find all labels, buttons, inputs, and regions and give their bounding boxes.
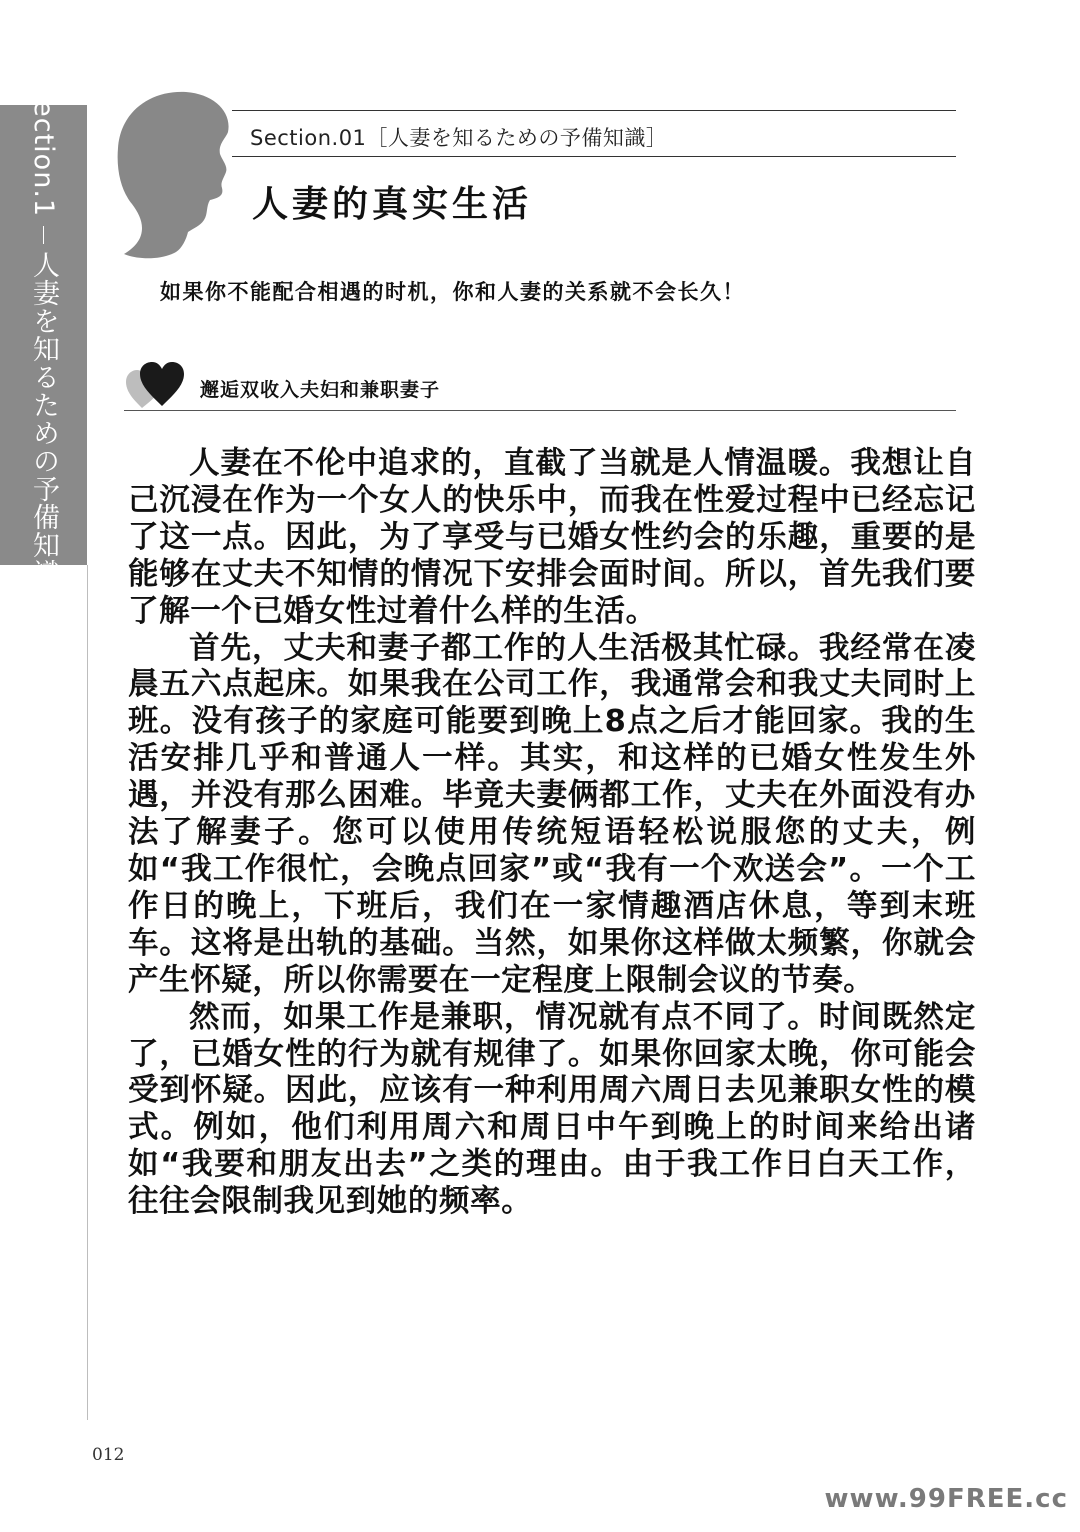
hearts-icon — [124, 362, 186, 412]
article-body — [128, 446, 976, 1221]
watermark-logo: www.99FREE.cc — [824, 1484, 1068, 1514]
woman-silhouette-icon — [108, 88, 258, 268]
section-label: Section.01［人妻を知るための予備知識］ — [250, 126, 668, 150]
page-subtitle: 如果你不能配合相遇的时机，你和人妻的关系就不会长久！ — [160, 280, 745, 304]
page-number: 012 — [92, 1445, 125, 1465]
side-tab-text — [30, 82, 57, 587]
header-rule-top — [232, 110, 956, 111]
body-paragraph: 人妻在不伦中追求的，直截了当就是人情温暖。我想让自己沉浸在作为一个女人的快乐中，而我在性爱过程中已经忘记了这一点。因此，为了享受与已婚女性约会的乐趣，重要的是能够在丈夫不知情的情况下安排会面时间。所以，首先我们要了解一个已婚女性过着什么样的生活。 — [128, 446, 976, 629]
side-tab-divider — [43, 226, 44, 244]
body-paragraph: 首先，丈夫和妻子都工作的人生活极其忙碌。我经常在凌晨五六点起床。如果我在公司工作，我通常会和我丈夫同时上班。没有孩子的家庭可能要到晚上8点之后才能回家。我的生活安排几乎和普通人一样。其实，和这样的已婚女性发生外遇，并没有那么困难。毕竟夫妻俩都工作，丈夫在外面没有办法了解妻子。您可以使用传统短语轻松说服您的丈夫，例如“我工作很忙，会晚点回家”或“我有一个欢送会”。一个工作日的晚上，下班后，我们在一家情趣酒店休息，等到末班车。这将是出轨的基础。当然，如果你这样做太频繁，你就会产生怀疑，所以你需要在一定程度上限制会议的节奏。 — [128, 630, 976, 998]
page-title: 人妻的真实生活 — [252, 184, 533, 225]
left-margin-rule — [87, 565, 88, 1420]
body-paragraph: 然而，如果工作是兼职，情况就有点不同了。时间既然定了，已婚女性的行为就有规律了。如果你回家太晚，你可能会受到怀疑。因此，应该有一种利用周六周日去见兼职女性的模式。例如，他们利用周六和周日中午到晚上的时间来给出诸如“我要和朋友出去”之类的理由。由于我工作日白天工作，往往会限制我见到她的频率。 — [128, 999, 976, 1220]
side-section-tab — [0, 82, 87, 588]
side-tab-title: 人妻を知るための予備知識 — [28, 251, 59, 588]
subheading-rule — [124, 410, 956, 411]
subheading: 邂逅双收入夫妇和兼职妻子 — [200, 379, 441, 401]
side-tab-section: Section.1 — [28, 82, 59, 218]
header-rule-middle — [232, 156, 956, 157]
